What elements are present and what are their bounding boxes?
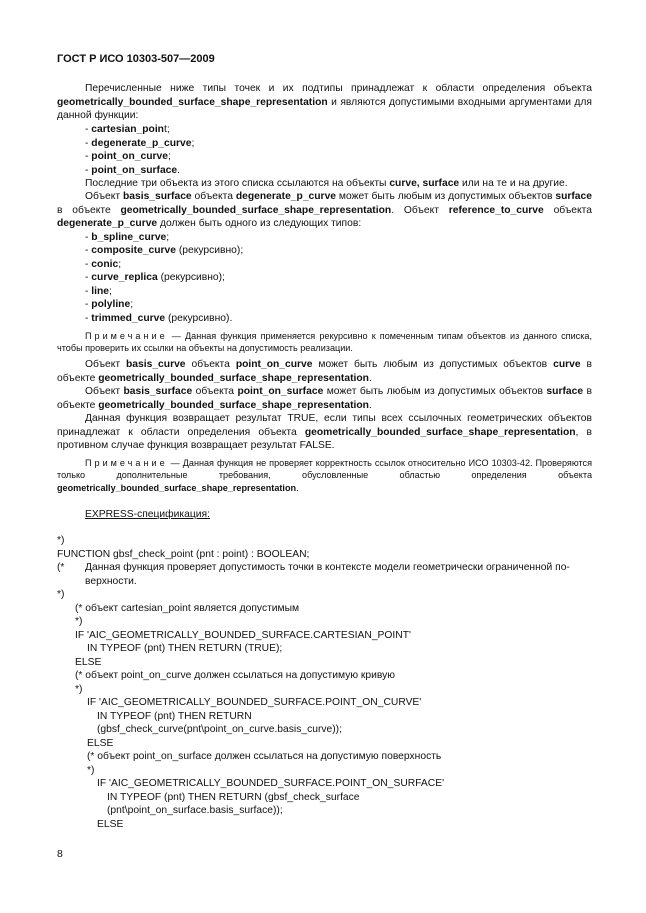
list-item: - point_on_surface. xyxy=(85,165,180,176)
code-line: *) xyxy=(87,765,95,776)
code-line: IN TYPEOF (pnt) THEN RETURN (TRUE); xyxy=(87,643,283,654)
express-heading: EXPRESS-спецификация: xyxy=(85,509,210,520)
code-line: (gbsf_check_curve(pnt\point_on_curve.basis_curve)); xyxy=(97,724,342,735)
paragraph-basis-surface-point: Объект basis_surface объекта point_on_surface может быть любым из допустимых объектов surface в объекте geometrically_bounded_surface_shape_representation. xyxy=(57,386,592,411)
paragraph-intro: Перечисленные ниже типы точек и их подтипы принадлежат к области определения объекта geometrically_bounded_surface_shape_representation и являются допустимыми входными аргументами для данной функции: xyxy=(57,83,592,122)
code-line: *) xyxy=(57,589,65,600)
code-line: IN TYPEOF (pnt) THEN RETURN xyxy=(97,711,252,722)
code-line: (pnt\point_on_surface.basis_surface)); xyxy=(107,805,283,816)
list-item: - composite_curve (рекурсивно); xyxy=(85,245,244,256)
code-line: ELSE xyxy=(75,657,102,668)
note-recursive: Примечание — Данная функция применяется рекурсивно к помеченным типам объектов из данного списка, чтобы проверить их ссылки на объекты на допустимость реализации. xyxy=(57,331,592,354)
note-iso-check: Примечание — Данная функция не проверяет корректность ссылок относительно ИСО 10303-42. Проверяются только дополнительные требования, обусловленные областью определения объекта geometrically_bounded_surface_shape_representation. xyxy=(57,458,592,493)
code-line: (* объект cartesian_point является допустимым xyxy=(75,603,300,614)
code-line: IN TYPEOF (pnt) THEN RETURN (gbsf_check_surface xyxy=(107,792,360,803)
paragraph-basis-surface: Объект basis_surface объекта degenerate_p_curve может быть любым из допустимых объектов surface в объекте geometrically_bounded_surface_shape_representation. Объект reference_to_curve объекта degenerate_p_curve должен быть одного из следующих типов: xyxy=(57,191,592,230)
code-line: (* объект point_on_surface должен ссылаться на допустимую поверхность xyxy=(87,751,442,762)
code-line: IF 'AIC_GEOMETRICALLY_BOUNDED_SURFACE.POINT_ON_CURVE' xyxy=(87,697,422,708)
code-line: *) xyxy=(75,616,83,627)
list-item: - b_spline_curve; xyxy=(85,232,170,243)
code-line: *) xyxy=(75,684,83,695)
paragraph-last-three: Последние три объекта из этого списка ссылаются на объекты curve, surface или на те и на другие. xyxy=(85,178,568,189)
page-number: 8 xyxy=(57,848,63,860)
document-header: ГОСТ Р ИСО 10303-507—2009 xyxy=(57,53,215,65)
list-item: - conic; xyxy=(85,259,122,270)
code-line: FUNCTION gbsf_check_point (pnt : point) : BOOLEAN; xyxy=(57,549,310,560)
code-line: Данная функция проверяет допустимость точки в контексте модели геометрически ограниченной по- xyxy=(85,562,570,573)
list-item: - point_on_curve; xyxy=(85,151,171,162)
list-item: - curve_replica (рекурсивно); xyxy=(85,272,225,283)
code-line: (* объект point_on_curve должен ссылаться на допустимую кривую xyxy=(75,670,396,681)
code-line: IF 'AIC_GEOMETRICALLY_BOUNDED_SURFACE.POINT_ON_SURFACE' xyxy=(97,778,445,789)
code-line: IF 'AIC_GEOMETRICALLY_BOUNDED_SURFACE.CARTESIAN_POINT' xyxy=(75,630,411,641)
paragraph-return-value: Данная функция возвращает результат TRUE, если типы всех ссылочных геометрических объектов принадлежат к области определения объекта geometrically_bounded_surface_shape_representation, в противном случае функция возвращает результат FALSE. xyxy=(57,413,592,452)
code-line: верхности. xyxy=(85,576,137,587)
list-item: - cartesian_point; xyxy=(85,124,170,135)
list-item: - trimmed_curve (рекурсивно). xyxy=(85,313,233,324)
code-line: *) xyxy=(57,535,65,546)
list-item: - line; xyxy=(85,286,112,297)
code-line: ELSE xyxy=(87,738,114,749)
code-line: ELSE xyxy=(97,819,124,830)
list-item: - polyline; xyxy=(85,299,134,310)
paragraph-basis-curve: Объект basis_curve объекта point_on_curve может быть любым из допустимых объектов curve в объекте geometrically_bounded_surface_shape_representation. xyxy=(57,359,592,384)
code-line: (* xyxy=(57,562,65,573)
list-item: - degenerate_p_curve; xyxy=(85,138,195,149)
